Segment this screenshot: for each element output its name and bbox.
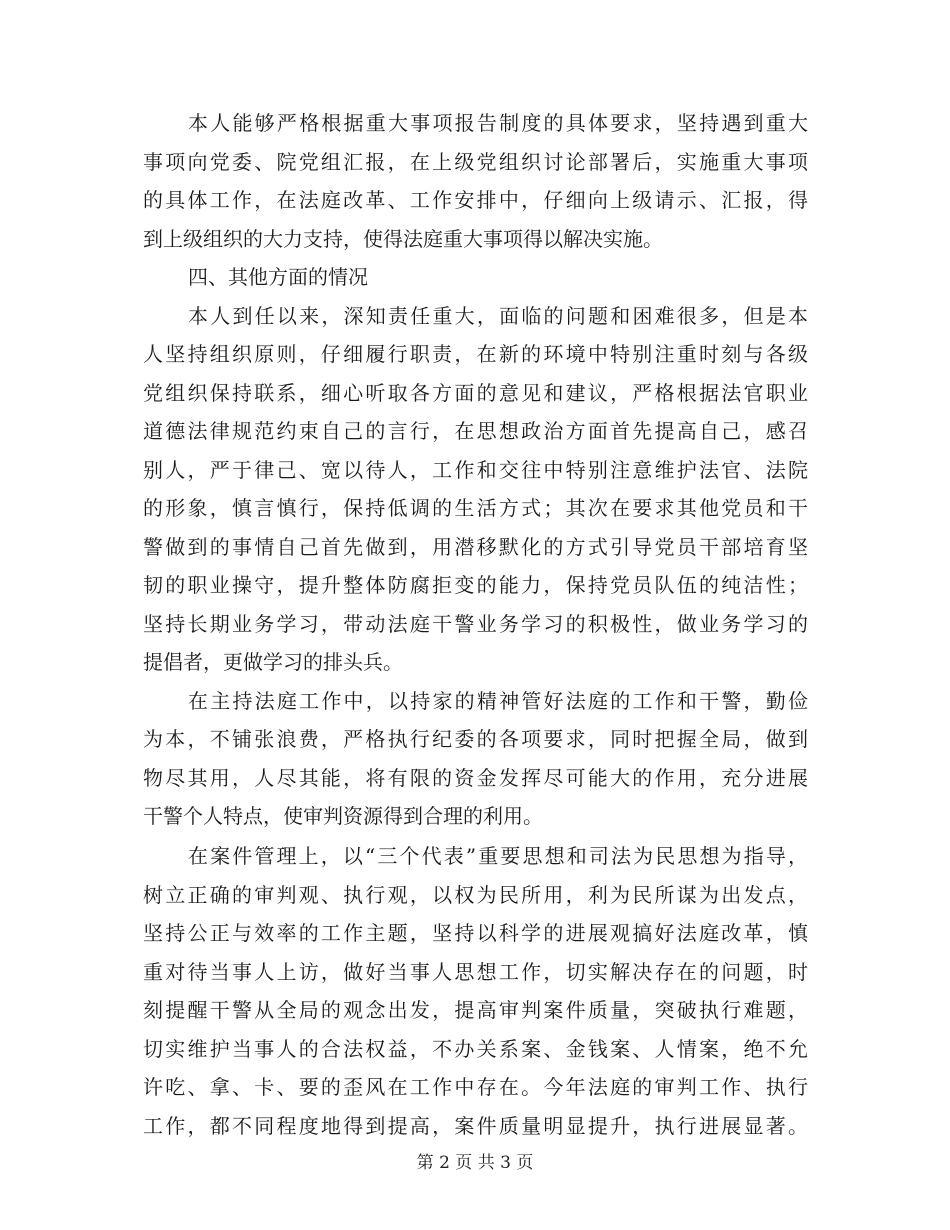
paragraph-2-line-3: 党组织保持联系，细心听取各方面的意见和建议，严格根据法官职业 (143, 381, 808, 405)
paragraph-4-line-7: 许吃、拿、卡、要的歪风在工作中存在。今年法庭的审判工作、执行 (143, 1075, 808, 1099)
paragraph-3-line-2: 为本，不铺张浪费，严格执行纪委的各项要求，同时把握全局，做到 (143, 727, 808, 751)
paragraph-2-line-9: 坚持长期业务学习，带动法庭干警业务学习的积极性，做业务学习的 (143, 612, 808, 636)
paragraph-2-line-6: 的形象，慎言慎行，保持低调的生活方式；其次在要求其他党员和干 (143, 496, 808, 520)
paragraph-2-line-8: 韧的职业操守，提升整体防腐拒变的能力，保持党员队伍的纯洁性； (143, 573, 808, 597)
paragraph-1-line-4: 到上级组织的大力支持，使得法庭重大事项得以解决实施。 (143, 227, 663, 251)
paragraph-4-line-8: 工作，都不同程度地得到提高，案件质量明显提升，执行进展显著。 (143, 1114, 808, 1138)
paragraph-4-line-4: 重对待当事人上访，做好当事人思想工作，切实解决存在的问题，时 (143, 960, 808, 984)
paragraph-4-line-3: 坚持公正与效率的工作主题，坚持以科学的进展观搞好法庭改革，慎 (143, 921, 808, 945)
paragraph-3-line-1: 在主持法庭工作中，以持家的精神管好法庭的工作和干警，勤俭 (188, 689, 808, 713)
paragraph-1-line-3: 的具体工作，在法庭改革、工作安排中，仔细向上级请示、汇报，得 (143, 188, 808, 212)
paragraph-2-line-1: 本人到任以来，深知责任重大，面临的问题和困难很多，但是本 (188, 304, 808, 328)
paragraph-4-line-1: 在案件管理上，以“三个代表”重要思想和司法为民思想为指导， (188, 844, 808, 868)
paragraph-3-line-4: 干警个人特点，使审判资源得到合理的利用。 (143, 804, 543, 828)
paragraph-4-line-5: 刻提醒干警从全局的观念出发，提高审判案件质量，突破执行难题， (143, 998, 808, 1022)
section-heading: 四、其他方面的情况 (188, 265, 368, 289)
paragraph-1-line-2: 事项向党委、院党组汇报，在上级党组织讨论部署后，实施重大事项 (143, 150, 808, 174)
paragraph-4-line-2: 树立正确的审判观、执行观，以权为民所用，利为民所谋为出发点， (143, 883, 808, 907)
paragraph-2-line-7: 警做到的事情自己首先做到，用潜移默化的方式引导党员干部培育坚 (143, 535, 808, 559)
paragraph-2-line-10: 提倡者，更做学习的排头兵。 (143, 650, 403, 674)
page-number-footer: 第 2 页 共 3 页 (416, 1153, 534, 1173)
paragraph-1-line-1: 本人能够严格根据重大事项报告制度的具体要求，坚持遇到重大 (188, 111, 808, 135)
paragraph-2-line-2: 人坚持组织原则，仔细履行职责，在新的环境中特别注重时刻与各级 (143, 342, 808, 366)
paragraph-4-line-6: 切实维护当事人的合法权益，不办关系案、金钱案、人情案，绝不允 (143, 1037, 808, 1061)
paragraph-2-line-5: 别人，严于律己、宽以待人，工作和交往中特别注意维护法官、法院 (143, 458, 808, 482)
paragraph-2-line-4: 道德法律规范约束自己的言行，在思想政治方面首先提高自己，感召 (143, 419, 808, 443)
paragraph-3-line-3: 物尽其用，人尽其能，将有限的资金发挥尽可能大的作用，充分进展 (143, 766, 808, 790)
